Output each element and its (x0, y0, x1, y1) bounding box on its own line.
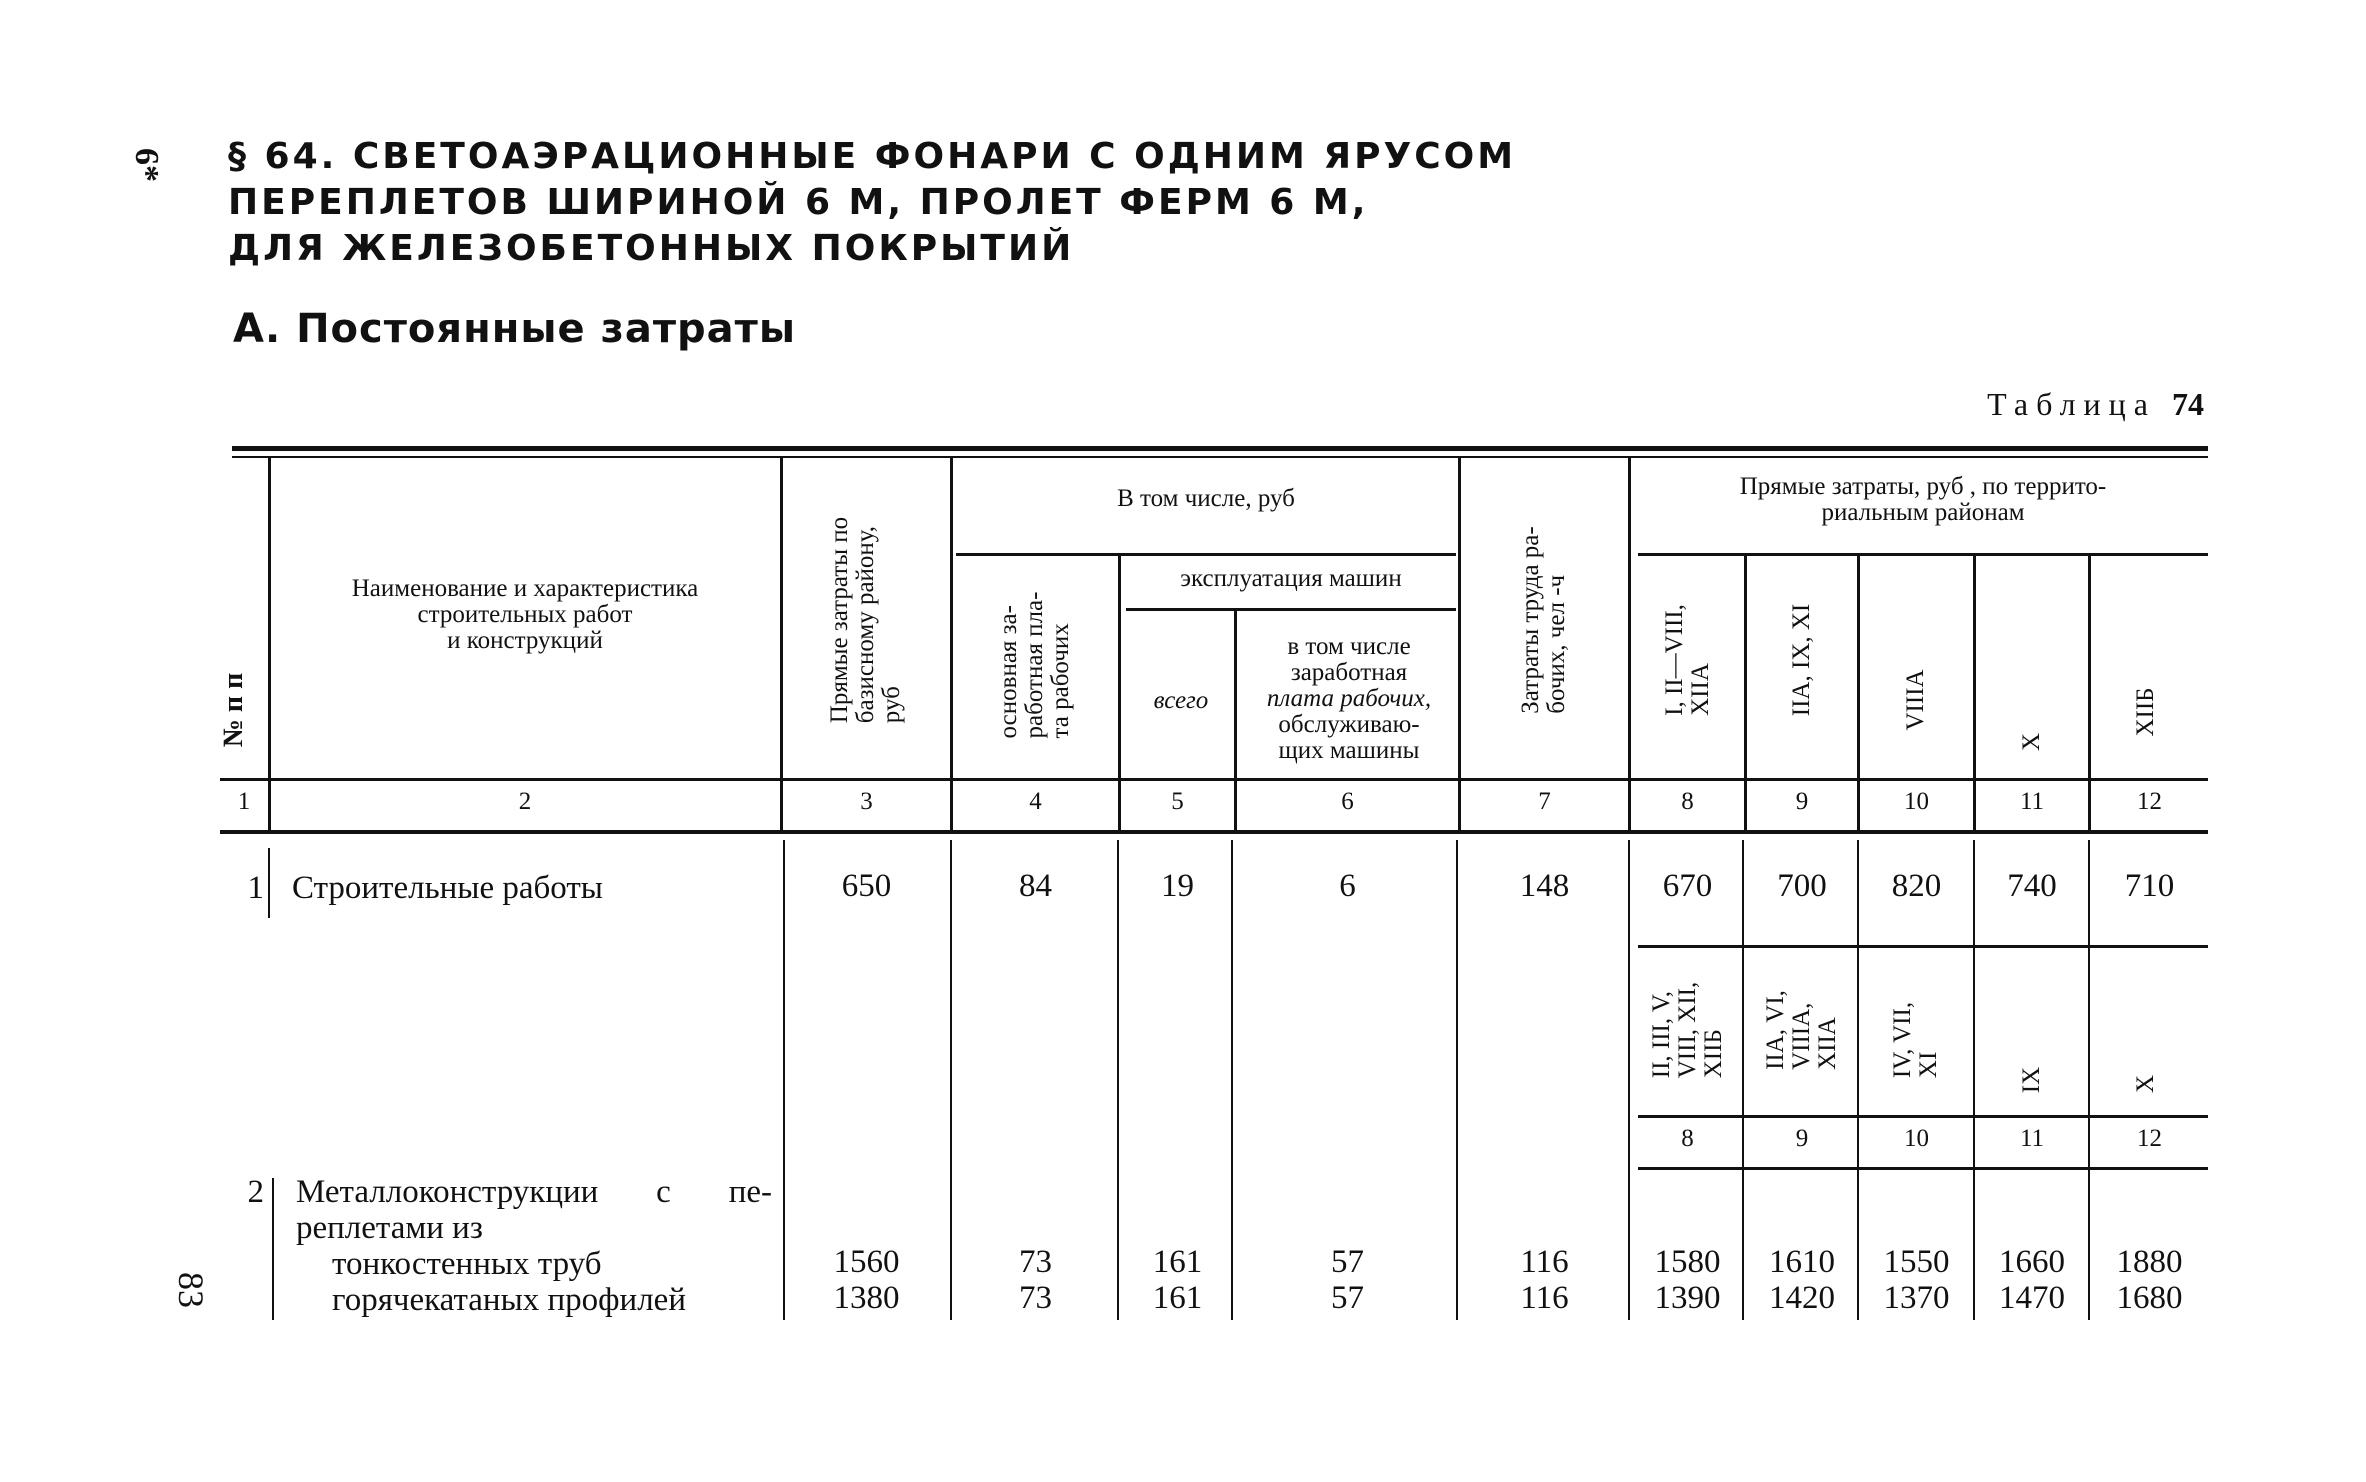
header-group-regions-line-1: Прямые затраты, руб , по террито- (1739, 473, 2107, 500)
page-number: 83 (171, 1272, 211, 1308)
row1-region-rule (1638, 945, 2208, 948)
row1-base-cost: 650 (841, 868, 892, 904)
col-num-5: 5 (1171, 788, 1184, 815)
heading-line-3: ДЛЯ ЖЕЛЕЗОБЕТОННЫХ ПОКРЫТИЙ (228, 228, 1075, 269)
header-col-name-line-2: строительных работ (417, 601, 633, 628)
col-num-b-12: 12 (2137, 1125, 2162, 1152)
header-col-base-cost-line-1: Прямые затраты по (826, 516, 853, 724)
header-col-machine-wages-line-1: в том числе (1287, 633, 1411, 660)
group-incl-rule (956, 553, 1456, 556)
table-label (1987, 386, 2204, 423)
header-col-machine-wages (1240, 634, 1458, 764)
row2-sub1-region-1: 1580 (1654, 1244, 1721, 1280)
row1-name: Строительные работы (292, 870, 603, 906)
row1-number: 1 (247, 870, 264, 906)
section-heading (228, 134, 1516, 272)
header-group-regions-line-2: риальным районам (1821, 499, 2025, 526)
row1-region-5: 710 (2124, 868, 2175, 904)
col-num-b-9: 9 (1795, 1125, 1809, 1152)
region-b-1: II, III, V, VIII, XII, XIIБ (1648, 981, 1727, 1079)
row2-sub1-region-5: 1880 (2116, 1244, 2183, 1280)
region-a-2: IIА, IX, XI (1788, 603, 1815, 717)
region-a-3: VIIIА (1902, 669, 1929, 731)
col-num-b-11: 11 (2019, 1125, 2045, 1152)
row1-region-2: 700 (1777, 868, 1827, 904)
row2-sub1-region-2: 1610 (1769, 1244, 1835, 1280)
table-top-rule-thin (232, 456, 2208, 458)
machines-rule (1126, 608, 1456, 611)
header-col-base-cost-line-3: руб (878, 686, 905, 724)
col-divider-1b (268, 848, 270, 918)
col-num-1: 1 (237, 788, 251, 815)
region-a-1: I, II—VIII, XIIА (1661, 604, 1714, 716)
region-b-5: X (2132, 1074, 2159, 1094)
col-divider-1c (272, 1178, 274, 1320)
col-divider-11b (2088, 840, 2090, 1320)
header-col-total: всего (1153, 687, 1209, 714)
header-col-number: № п п (218, 672, 249, 748)
col-divider-6 (1458, 458, 1461, 830)
row2-name-line-1: Металлоконструкции с пе- (296, 1174, 772, 1210)
row1-region-1: 670 (1662, 868, 1713, 904)
header-col-base-cost-line-2: базисному району, (852, 525, 879, 724)
col-divider-9b (1857, 840, 1859, 1320)
row2-sub2-region-4: 1470 (1999, 1280, 2065, 1316)
regions-b-num-rule (1638, 1167, 2208, 1170)
col-num-4: 4 (1029, 788, 1042, 815)
regions-rule (1638, 553, 2208, 556)
region-b-2: IIА, VI, VIIIА, XIIА (1762, 990, 1841, 1070)
regions-b-rule (1638, 1115, 2208, 1118)
col-divider-3b (950, 840, 952, 1320)
col-num-3: 3 (860, 788, 873, 815)
row1-region-3: 820 (1891, 868, 1942, 904)
row2-sub2-region-1: 1390 (1654, 1280, 1721, 1316)
col-num-b-10: 10 (1904, 1125, 1929, 1152)
header-col-labor-line-1: Затраты труда ра- (1517, 526, 1544, 714)
row2-sub2-region-2: 1420 (1769, 1280, 1835, 1316)
col-divider-2 (780, 458, 783, 830)
col-divider-7 (1628, 458, 1631, 830)
heading-line-1: § 64. СВЕТОАЭРАЦИОННЫЕ ФОНАРИ С ОДНИМ ЯРУСОМ (228, 136, 1517, 177)
row2-sub1-labor: 116 (1520, 1244, 1569, 1280)
header-col-machine-wages-line-2: заработная (1290, 659, 1408, 686)
row2-number: 2 (247, 1174, 264, 1210)
row1-machine-wages: 6 (1339, 868, 1356, 904)
header-group-machines: эксплуатация машин (1180, 565, 1402, 592)
header-col-machine-wages-line-3: плата рабочих, (1266, 685, 1432, 712)
row2-sub1-name: тонкостенных труб (332, 1246, 602, 1282)
row2-sub2-base-cost: 1380 (833, 1280, 900, 1316)
row2-sub2-labor: 116 (1520, 1280, 1569, 1316)
col-num-b-8: 8 (1681, 1125, 1694, 1152)
row1-labor: 148 (1519, 868, 1570, 904)
row2-sub1-machines-total: 161 (1152, 1244, 1203, 1280)
region-b-3: IV, VII, XI (1889, 1001, 1942, 1079)
col-divider-3 (950, 458, 953, 830)
header-col-wages-line-2: работная пла- (1021, 591, 1048, 739)
row2-sub2-region-3: 1370 (1883, 1280, 1950, 1316)
region-b-4: IX (2018, 1066, 2045, 1094)
row2-sub2-machines-total: 161 (1152, 1280, 1203, 1316)
row2-sub1-base-cost: 1560 (833, 1244, 900, 1280)
row2-name-line-2: реплетами из (296, 1210, 483, 1246)
header-col-wages (996, 592, 1074, 739)
row2-sub1-wages: 73 (1019, 1244, 1052, 1280)
header-group-regions (1638, 474, 2208, 526)
col-num-12: 12 (2137, 788, 2162, 815)
col-num-11: 11 (2019, 788, 2045, 815)
heading-line-2: ПЕРЕПЛЕТОВ ШИРИНОЙ 6 М, ПРОЛЕТ ФЕРМ 6 М, (228, 182, 1369, 223)
row1-wages: 84 (1019, 868, 1052, 904)
row2-sub2-wages: 73 (1019, 1280, 1052, 1316)
row1-region-4: 740 (2007, 868, 2057, 904)
col-num-10: 10 (1904, 788, 1929, 815)
side-mark-top: 6* (128, 148, 165, 182)
header-col-labor-line-2: бочих, чел -ч (1543, 574, 1570, 714)
header-bottom-rule (220, 778, 2208, 781)
col-num-7: 7 (1538, 788, 1551, 815)
region-a-5: XIIБ (2132, 687, 2159, 737)
subheading: А. Постоянные затраты (233, 306, 796, 352)
table-top-rule-thick (232, 446, 2208, 451)
row2-sub1-region-4: 1660 (1999, 1244, 2065, 1280)
row2-sub1-region-3: 1550 (1883, 1244, 1950, 1280)
header-col-wages-line-3: та рабочих (1047, 623, 1074, 739)
row1-machines-total: 19 (1161, 868, 1194, 904)
colnum-bottom-rule (220, 830, 2208, 834)
table-label-word: Таблица (1987, 386, 2156, 422)
header-group-including: В том числе, руб (1117, 485, 1295, 512)
col-num-2: 2 (518, 788, 532, 815)
col-divider-1 (268, 458, 271, 830)
header-col-name-line-1: Наименование и характеристика (351, 575, 699, 602)
col-divider-10b (1973, 840, 1975, 1320)
row2-sub2-region-5: 1680 (2116, 1280, 2183, 1316)
col-num-9: 9 (1795, 788, 1809, 815)
col-num-8: 8 (1681, 788, 1694, 815)
row2-sub2-machine-wages: 57 (1331, 1280, 1364, 1316)
header-col-machine-wages-line-5: щих машины (1278, 737, 1420, 764)
header-col-labor (1518, 526, 1570, 713)
row2-sub2-name: горячекатаных профилей (332, 1282, 686, 1318)
col-num-6: 6 (1341, 788, 1354, 815)
header-col-name (290, 576, 760, 654)
header-col-name-line-3: и конструкций (447, 627, 603, 654)
region-a-4: X (2018, 732, 2045, 752)
row2-name (296, 1174, 772, 1246)
header-col-wages-line-1: основная за- (995, 605, 1022, 739)
table-label-number: 74 (2172, 386, 2204, 422)
header-col-base-cost (827, 517, 905, 723)
header-col-machine-wages-line-4: обслуживаю- (1278, 711, 1420, 738)
row2-sub1-machine-wages: 57 (1331, 1244, 1364, 1280)
col-divider-7b (1628, 840, 1630, 1320)
